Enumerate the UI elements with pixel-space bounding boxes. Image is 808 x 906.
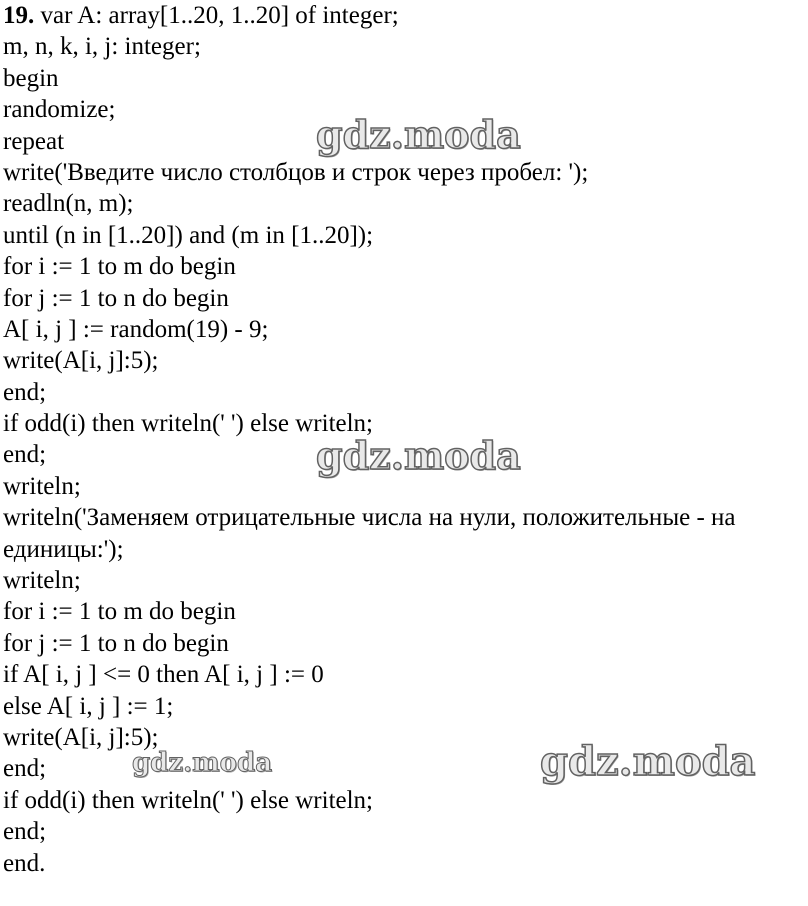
code-line-25: if odd(i) then writeln(' ') else writeln; [3,786,374,814]
watermark-logo: gdz.moda [132,748,273,778]
code-line-18: writeln; [3,567,81,595]
code-line-11: A[ i, j ] := random(19) - 9; [3,315,269,343]
code-line-4: randomize; [3,96,116,124]
code-line-2: m, n, k, i, j: integer; [3,33,201,61]
code-line-5: repeat [3,127,65,155]
code-line-24: end; [3,755,47,783]
code-line-3: begin [3,64,59,92]
code-text: var A: array[1..20, 1..20] of integer; [34,2,399,29]
code-line-10: for j := 1 to n do begin [3,284,229,312]
code-line-9: for i := 1 to m do begin [3,253,236,281]
code-line-26: end; [3,818,47,846]
code-line-22: else A[ i, j ] := 1; [3,692,174,720]
code-line-14: if odd(i) then writeln(' ') else writeln; [3,410,374,438]
code-line-1 [3,0,808,31]
code-line-15: end; [3,441,47,469]
code-line-19: for i := 1 to m do begin [3,598,236,626]
watermark-logo: gdz.moda [316,112,521,157]
code-line-7: readln(n, m); [3,190,134,218]
code-line-6: write('Введите число столбцов и строк через пробел: '); [3,158,589,186]
code-line-27: end. [3,849,46,877]
watermark-logo: gdz.moda [316,433,521,478]
watermark-logo: gdz.moda [540,738,756,785]
code-line-21: if A[ i, j ] <= 0 then A[ i, j ] := 0 [3,661,324,689]
code-line-12: write(A[i, j]:5); [3,347,159,375]
code-line-17: writeln('Заменяем отрицательные числа на нули, положительные - на единицы:'); [3,504,736,563]
code-line-13: end; [3,378,47,406]
code-line-8: until (n in [1..20]) and (m in [1..20]); [3,221,374,249]
code-line-23: write(A[i, j]:5); [3,724,159,752]
exercise-number: 19. [3,2,35,29]
code-line-16: writeln; [3,472,81,500]
code-line-20: for j := 1 to n do begin [3,629,229,657]
